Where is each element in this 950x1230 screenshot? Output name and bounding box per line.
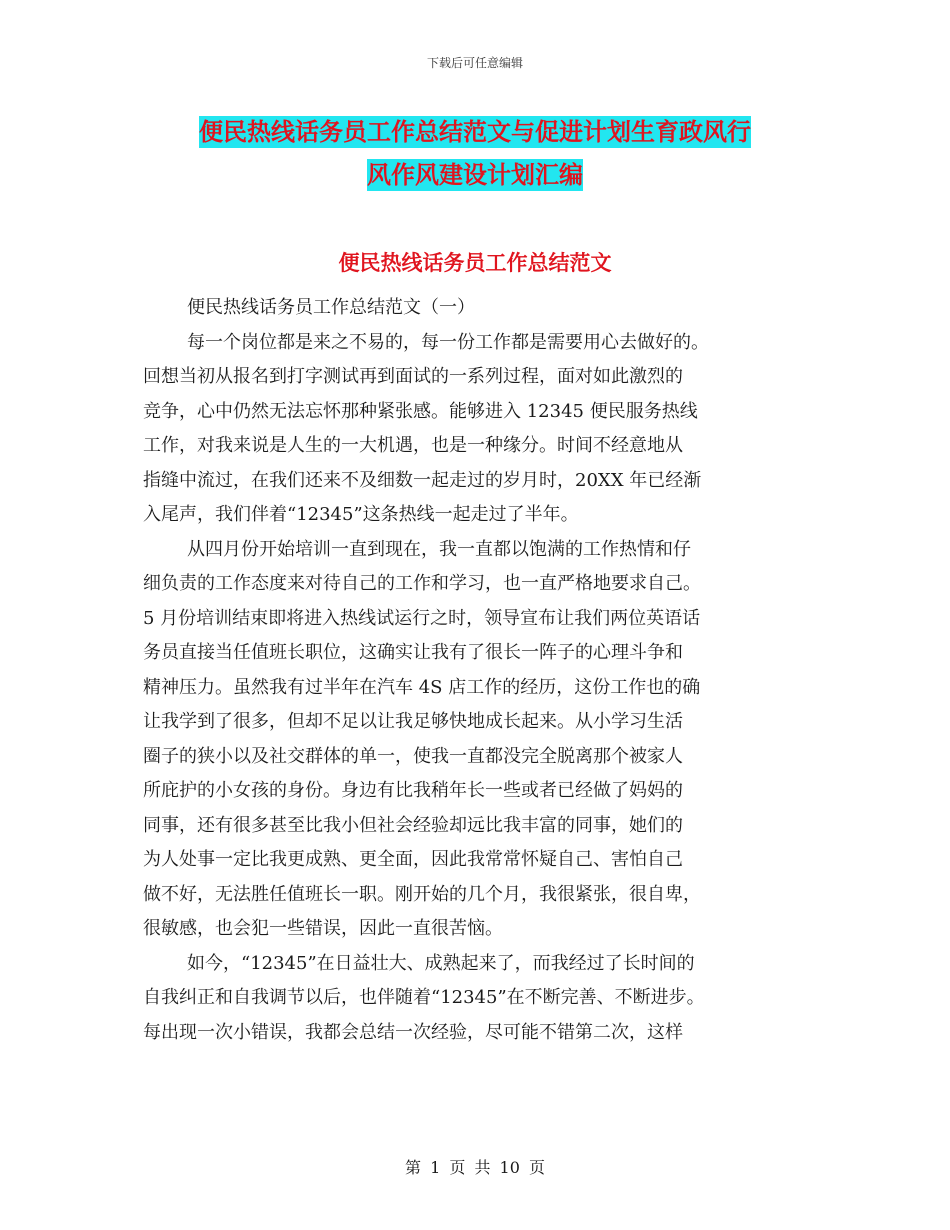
section-title: 便民热线话务员工作总结范文 [338,251,612,275]
body-line: 所庇护的小女孩的身份。身边有比我稍年长一些或者已经做了妈妈的 [143,780,683,801]
body-line: 同事，还有很多甚至比我小但社会经验却远比我丰富的同事，她们的 [143,814,683,836]
body-line: 从四月份开始培训一直到现在，我一直都以饱满的工作热情和仔 [187,538,691,560]
body-line: 指缝中流过，在我们还来不及细数一起走过的岁月时，20XX 年已经渐 [143,469,702,491]
body-line: 自我纠正和自我调节以后，也伴随着“12345”在不断完善、不断进步。 [143,987,705,1008]
document-title-highlight: 风作风建设计划汇编 [367,161,583,189]
body-line: 每一个岗位都是来之不易的，每一份工作都是需要用心去做好的。 [187,331,709,353]
page-footer-number: 第 1 页 共 10 页 [405,1158,545,1177]
page-header-note: 下载后可任意编辑 [426,56,523,70]
body-line: 务员直接当任值班长职位，这确实让我有了很长一阵子的心理斗争和 [143,642,683,663]
body-line: 圈子的狭小以及社交群体的单一，使我一直都没完全脱离那个被家人 [143,745,683,767]
body-line: 工作，对我来说是人生的一大机遇，也是一种缘分。时间不经意地从 [143,435,683,456]
document-title-line-1 [0,117,950,147]
body-line: 便民热线话务员工作总结范文（一） [187,297,475,318]
body-line: 如今，“12345”在日益壮大、成熟起来了，而我经过了长时间的 [187,952,695,974]
body-line: 5 月份培训结束即将进入热线试运行之时，领导宣布让我们两位英语话 [143,607,701,629]
body-line: 每出现一次小错误，我都会总结一次经验，尽可能不错第二次，这样 [143,1021,683,1043]
body-line: 精神压力。虽然我有过半年在汽车 4S 店工作的经历，这份工作也的确 [143,676,701,698]
document-body [143,291,823,1050]
body-line: 细负责的工作态度来对待自己的工作和学习，也一直严格地要求自己。 [143,573,701,594]
body-line: 入尾声，我们伴着“12345”这条热线一起走过了半年。 [143,504,579,525]
body-line: 竞争，心中仍然无法忘怀那种紧张感。能够进入 12345 便民服务热线 [143,400,698,422]
body-line: 让我学到了很多，但却不足以让我足够快地成长起来。从小学习生活 [143,711,683,732]
document-title-line-2 [0,160,950,190]
body-line: 回想当初从报名到打字测试再到面试的一系列过程，面对如此激烈的 [143,366,683,387]
body-line: 很敏感，也会犯一些错误，因此一直很苦恼。 [143,918,503,939]
body-line: 为人处事一定比我更成熟、更全面，因此我常常怀疑自己、害怕自己 [143,849,683,870]
document-title-highlight: 便民热线话务员工作总结范文与促进计划生育政风行 [199,118,751,146]
body-line: 做不好，无法胜任值班长一职。刚开始的几个月，我很紧张，很自卑， [143,883,701,905]
